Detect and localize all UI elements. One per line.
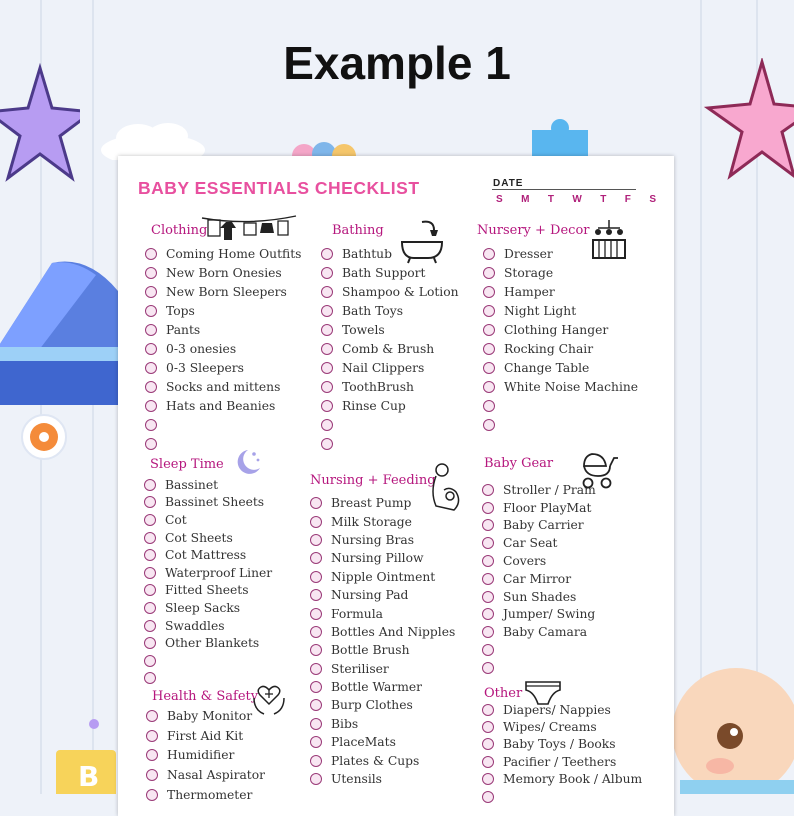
section-title: Clothing [151,223,208,238]
section-clothing [151,222,301,453]
item-label: Stroller / Pram [503,482,596,497]
checkbox[interactable] [483,362,495,374]
item-label: Bibs [331,716,359,731]
stroller-decoration-icon [0,255,122,465]
item-label: Clothing Hanger [504,322,609,337]
item-label: Hamper [504,284,555,299]
checkbox[interactable] [482,773,494,785]
checkbox[interactable] [144,620,156,632]
item-label: Nipple Ointment [331,569,436,584]
checklist-item [482,771,642,788]
item-label: Cot [165,512,187,527]
item-label: Baby Toys / Books [503,737,616,752]
checkbox[interactable] [310,755,322,767]
item-label: Baby Carrier [503,518,584,533]
item-label: Utensils [331,772,382,787]
checkbox[interactable] [321,381,333,393]
item-label: Sleep Sacks [165,600,241,615]
checklist-sheet [118,156,674,816]
checklist-item [144,564,272,582]
puzzle-piece-icon [528,116,594,160]
dot-decoration [88,718,100,730]
checklist-item [482,552,596,570]
checklist-item [483,396,638,415]
checkbox[interactable] [310,644,322,656]
item-label: Other Blankets [165,636,260,651]
checklist-item [321,396,459,415]
weekday-letter[interactable]: S [649,194,656,205]
item-label: Waterproof Liner [165,565,273,580]
checklist-item [321,282,459,301]
checklist-item [145,301,301,320]
checkbox[interactable] [483,248,495,260]
item-label: Milk Storage [331,514,412,529]
checklist-item [144,529,272,547]
item-label: Socks and mittens [166,379,281,394]
checkbox[interactable] [483,400,495,412]
checklist-item [483,358,638,377]
item-label: Breast Pump [331,496,412,511]
checklist-item [310,641,455,659]
item-label: Jumper/ Swing [503,607,596,622]
checkbox[interactable] [482,704,494,716]
checklist-item [483,263,638,282]
checklist-item [483,377,638,396]
checklist-item [321,301,459,320]
checklist-item [321,263,459,282]
hands-heart-icon [252,682,286,716]
checkbox[interactable] [482,608,494,620]
nursing-mother-icon [426,462,464,516]
checklist-item [483,282,638,301]
checkbox[interactable] [145,248,157,260]
checkbox[interactable] [145,381,157,393]
checkbox[interactable] [146,710,158,722]
item-label: Formula [331,606,383,621]
item-label: Floor PlayMat [503,500,592,515]
checklist-item [145,415,301,434]
checkbox[interactable] [310,534,322,546]
checklist-item [483,301,638,320]
checkbox[interactable] [321,362,333,374]
purple-star-icon [0,60,80,200]
item-label: Rinse Cup [342,398,406,413]
checkbox[interactable] [482,573,494,585]
checkbox[interactable] [321,248,333,260]
weekday-letter[interactable]: T [600,194,607,205]
checkbox[interactable] [144,672,156,684]
item-label: Bassinet Sheets [165,495,265,510]
checkbox[interactable] [482,662,494,674]
item-label: Bath Support [342,265,426,280]
section-title: Nursery + Decor [477,223,590,238]
checklist-item [321,415,459,434]
checklist-item [483,415,638,434]
section-nursing [310,472,455,788]
checkbox[interactable] [146,769,158,781]
checklist-item [482,517,596,535]
section-title: Other [484,686,523,701]
checkbox[interactable] [483,324,495,336]
letter-block-icon [56,742,120,794]
section-title: Sleep Time [150,457,224,472]
item-label: Towels [342,322,385,337]
item-label: Fitted Sheets [165,583,249,598]
checkbox[interactable] [144,567,156,579]
checkbox[interactable] [310,736,322,748]
checkbox[interactable] [482,756,494,768]
checkbox[interactable] [321,419,333,431]
item-label: Diapers/ Nappies [503,702,611,717]
checkbox[interactable] [321,324,333,336]
item-label: New Born Onesies [166,265,282,280]
item-label: Bottle Warmer [331,680,423,695]
checkbox[interactable] [321,438,333,450]
checklist-item [310,568,455,586]
item-label: Wipes/ Creams [503,720,597,735]
checklist-item [144,617,272,635]
checklist-item [146,726,265,746]
checklist-item [321,358,459,377]
checkbox[interactable] [321,267,333,279]
item-label: Bassinet [165,477,219,492]
checkbox[interactable] [145,419,157,431]
item-label: New Born Sleepers [166,284,287,299]
checklist-item [144,494,272,512]
checkbox[interactable] [321,400,333,412]
item-label: Nursing Pad [331,588,409,603]
checklist-item [145,339,301,358]
checkbox[interactable] [483,419,495,431]
item-label: Baby Monitor [167,708,253,723]
checklist-item [310,678,455,696]
item-label: Cot Sheets [165,530,233,545]
checkbox[interactable] [310,516,322,528]
item-label: Baby Camara [503,625,588,640]
checklist-item [146,706,265,726]
baby-face-icon [660,640,794,794]
checklist-item [144,652,272,670]
checkbox[interactable] [482,484,494,496]
pram-icon [580,450,620,490]
item-label: 0-3 Sleepers [166,360,244,375]
checklist-item [145,377,301,396]
checkbox[interactable] [144,637,156,649]
moon-icon [232,448,264,476]
item-label: Night Light [504,303,577,318]
item-label: Nursing Pillow [331,551,424,566]
checkbox[interactable] [482,721,494,733]
checklist-item [145,320,301,339]
checkbox[interactable] [310,663,322,675]
item-label: 0-3 onesies [166,341,237,356]
item-label: Rocking Chair [504,341,594,356]
checklist-item [145,244,301,263]
date-line [492,189,636,190]
item-label: Burp Clothes [331,698,413,713]
checklist-item [482,701,642,718]
checklist-title: BABY ESSENTIALS CHECKLIST [138,178,420,198]
item-label: Coming Home Outfits [166,246,302,261]
checklist-item [482,641,596,659]
checklist-item [482,534,596,552]
checkbox[interactable] [310,589,322,601]
checkbox[interactable] [145,400,157,412]
item-label: Thermometer [167,787,253,802]
page-heading: Example 1 [283,37,511,89]
section-sleep [150,456,272,687]
checkbox[interactable] [310,718,322,730]
checklist-item [482,659,596,677]
checklist-item [146,785,265,805]
checklist-item [482,753,642,770]
checklist-item [310,623,455,641]
weekday-letter[interactable]: W [572,194,582,205]
checkbox[interactable] [144,549,156,561]
checklist-item [310,549,455,567]
checklist-item [145,263,301,282]
item-label: ToothBrush [342,379,414,394]
checklist-item [146,765,265,785]
checklist-item [482,718,642,735]
item-label: Comb & Brush [342,341,435,356]
checkbox[interactable] [482,591,494,603]
checklist-item [144,582,272,600]
checkbox[interactable] [310,681,322,693]
weekday-row [496,194,656,205]
item-label: Plates & Cups [331,753,420,768]
item-label: Hats and Beanies [166,398,276,413]
checklist-item [144,634,272,652]
item-label: Sun Shades [503,589,577,604]
checklist-item [310,531,455,549]
item-label: Car Seat [503,536,558,551]
checkbox[interactable] [310,571,322,583]
section-title: Bathing [332,223,384,238]
checklist-item [482,606,596,624]
item-label: Pants [166,322,201,337]
checklist-item [144,599,272,617]
weekday-letter[interactable]: T [547,194,554,205]
item-label: Tops [166,303,195,318]
checkbox[interactable] [483,381,495,393]
weekday-letter[interactable]: F [624,194,631,205]
checkbox[interactable] [321,305,333,317]
item-label: White Noise Machine [504,379,639,394]
item-label: Steriliser [331,661,389,676]
checkbox[interactable] [482,519,494,531]
checklist-item [321,320,459,339]
item-label: First Aid Kit [167,728,244,743]
checklist-item [310,751,455,769]
laundry-line-icon [200,212,298,246]
item-label: Shampoo & Lotion [342,284,459,299]
checklist-item [310,696,455,714]
checkbox[interactable] [482,626,494,638]
bathtub-icon [400,218,444,264]
checkbox[interactable] [310,699,322,711]
checkbox[interactable] [145,305,157,317]
checkbox[interactable] [145,438,157,450]
checkbox[interactable] [144,602,156,614]
checkbox[interactable] [145,362,157,374]
checkbox[interactable] [145,343,157,355]
checkbox[interactable] [483,286,495,298]
item-label: Storage [504,265,554,280]
checklist-item [482,499,596,517]
checkbox[interactable] [483,267,495,279]
item-label: Covers [503,554,547,569]
checklist-item [321,434,459,453]
checkbox[interactable] [310,497,322,509]
checkbox[interactable] [482,537,494,549]
checklist-item [310,733,455,751]
checkbox[interactable] [146,730,158,742]
checkbox[interactable] [310,626,322,638]
checklist-item [144,511,272,529]
checklist-item [483,339,638,358]
item-label: Humidifier [167,748,235,763]
checkbox[interactable] [482,791,494,803]
crib-icon [590,218,628,262]
item-label: Bottles And Nipples [331,624,456,639]
checkbox[interactable] [482,502,494,514]
checkbox[interactable] [146,749,158,761]
checkbox[interactable] [321,343,333,355]
checkbox[interactable] [310,773,322,785]
checkbox[interactable] [146,789,158,801]
svg-text:B: B [78,760,100,793]
item-label: Bathtub [342,246,392,261]
checkbox[interactable] [483,343,495,355]
item-label: Car Mirror [503,571,572,586]
checklist-item [483,320,638,339]
checklist-item [482,588,596,606]
checklist-item [321,339,459,358]
checkbox[interactable] [482,644,494,656]
checkbox[interactable] [310,552,322,564]
section-health [152,688,265,804]
item-label: Bath Toys [342,303,404,318]
section-title: Health & Safety [152,689,259,704]
checklist-item [321,377,459,396]
checklist-item [310,715,455,733]
checklist-item [482,623,596,641]
section-gear [484,455,596,677]
item-label: Dresser [504,246,553,261]
section-title: Nursing + Feeding [310,473,436,488]
checklist-item [310,660,455,678]
cloud-icon [98,120,208,160]
checklist-item [482,570,596,588]
pink-star-icon [700,58,794,198]
section-title: Baby Gear [484,456,554,471]
item-label: Nasal Aspirator [167,767,266,782]
checkbox[interactable] [483,305,495,317]
checkbox[interactable] [145,286,157,298]
date-label: DATE [493,178,524,189]
item-label: Bottle Brush [331,643,410,658]
checklist-item [310,604,455,622]
checklist-item [310,586,455,604]
item-label: Memory Book / Album [503,772,643,787]
checkbox[interactable] [144,584,156,596]
diaper-icon [524,678,562,708]
item-label: Cot Mattress [165,548,247,563]
checkbox[interactable] [145,267,157,279]
weekday-letter[interactable]: S [496,194,503,205]
checklist-item [146,745,265,765]
section-other [484,685,642,805]
checklist-item [482,788,642,805]
item-label: Nail Clippers [342,360,425,375]
checkbox[interactable] [482,738,494,750]
checkbox[interactable] [144,655,156,667]
checklist-item [145,358,301,377]
item-label: PlaceMats [331,735,396,750]
checkbox[interactable] [144,532,156,544]
item-label: Nursing Bras [331,532,415,547]
checklist-item [482,481,596,499]
checkbox[interactable] [144,496,156,508]
checklist-item [144,476,272,494]
item-label: Swaddles [165,618,225,633]
weekday-letter[interactable]: M [521,194,530,205]
checklist-item [145,282,301,301]
checkbox[interactable] [321,286,333,298]
checklist-item [145,434,301,453]
checklist-item [310,770,455,788]
checkbox[interactable] [144,479,156,491]
checklist-item [145,396,301,415]
checkbox[interactable] [482,555,494,567]
checklist-item [482,736,642,753]
checklist-item [144,546,272,564]
checkbox[interactable] [310,608,322,620]
checkbox[interactable] [145,324,157,336]
item-label: Change Table [504,360,590,375]
item-label: Pacifier / Teethers [503,754,617,769]
checkbox[interactable] [144,514,156,526]
